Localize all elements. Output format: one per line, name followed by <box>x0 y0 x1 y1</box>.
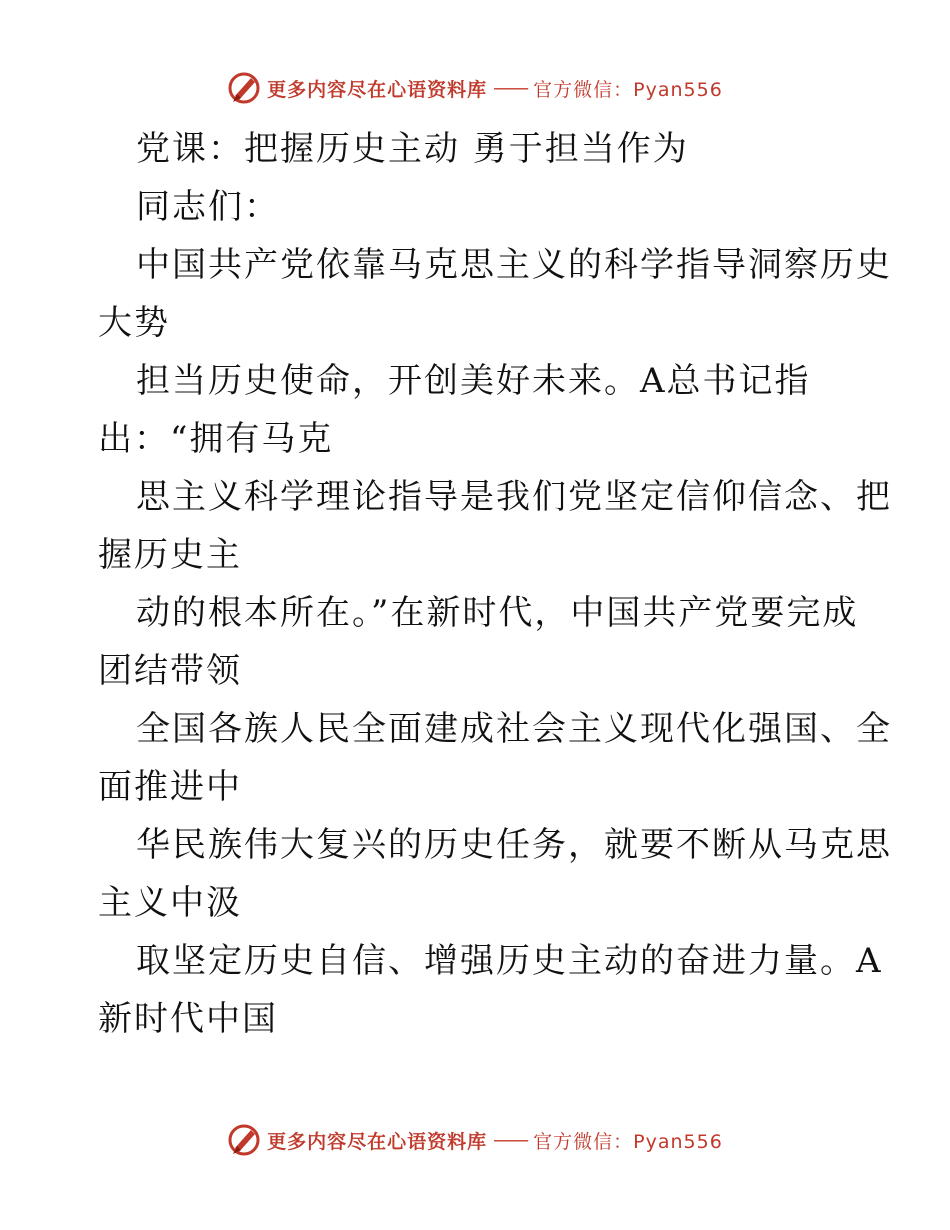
watermark-contact: 官方微信：Pyan556 <box>533 78 723 101</box>
text-line: 新时代中国 <box>98 999 278 1039</box>
salutation: 同志们： <box>136 187 280 227</box>
text-line: 中国共产党依靠马克思主义的科学指导洞察历史 <box>136 245 892 285</box>
header-watermark <box>0 70 950 106</box>
watermark-contact: 官方微信：Pyan556 <box>533 1130 723 1153</box>
footer-watermark <box>0 1122 950 1158</box>
pen-logo-icon <box>227 1122 261 1158</box>
text-line: 出：“拥有马克 <box>98 419 334 459</box>
text-line: 思主义科学理论指导是我们党坚定信仰信念、把 <box>136 477 892 517</box>
document-title: 党课：把握历史主动 勇于担当作为 <box>136 129 689 169</box>
watermark-brand: 更多内容尽在心语资料库 <box>267 78 488 101</box>
watermark-separator: —— <box>493 77 528 99</box>
text-line: 握历史主 <box>98 535 242 575</box>
text-line: 担当历史使命，开创美好未来。A总书记指 <box>136 361 811 401</box>
watermark-brand: 更多内容尽在心语资料库 <box>267 1130 488 1153</box>
document-body <box>98 120 892 1048</box>
text-line: 华民族伟大复兴的历史任务，就要不断从马克思 <box>136 825 892 865</box>
text-line: 面推进中 <box>98 767 242 807</box>
pen-logo-icon <box>227 70 261 106</box>
text-line: 取坚定历史自信、增强历史主动的奋进力量。A <box>136 941 883 981</box>
text-line: 团结带领 <box>98 651 242 691</box>
text-line: 全国各族人民全面建成社会主义现代化强国、全 <box>136 709 892 749</box>
text-line: 动的根本所在。”在新时代，中国共产党要完成 <box>136 593 859 633</box>
text-line: 大势 <box>98 303 170 343</box>
text-line: 主义中汲 <box>98 883 242 923</box>
watermark-separator: —— <box>493 1129 528 1151</box>
